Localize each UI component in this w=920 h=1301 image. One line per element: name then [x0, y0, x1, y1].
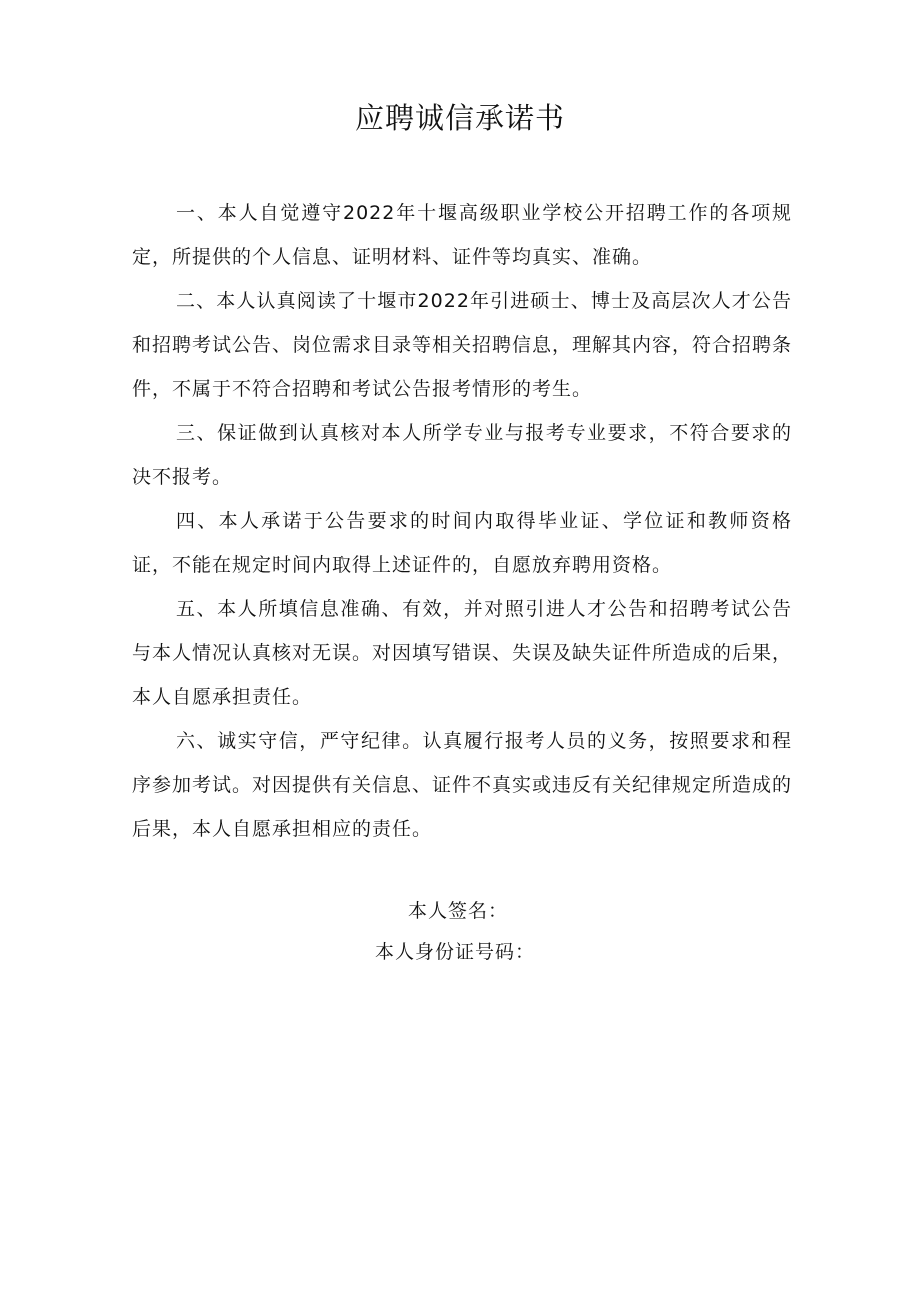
clause-5: 五、本人所填信息准确、有效，并对照引进人才公告和招聘考试公告与本人情况认真核对无误。对因填写错误、失误及缺失证件所造成的后果，本人自愿承担责任。 — [132, 598, 793, 708]
clause-4: 四、本人承诺于公告要求的时间内取得毕业证、学位证和教师资格证，不能在规定时间内取得上述证件的，自愿放弃聘用资格。 — [132, 510, 792, 576]
signature-label: 本人签名： — [408, 900, 509, 922]
clause-3: 三、保证做到认真核对本人所学专业与报考专业要求，不符合要求的决不报考。 — [132, 422, 792, 488]
clause-2: 二、本人认真阅读了十堰市2022年引进硕士、博士及高层次人才公告和招聘考试公告、岗位需求目录等相关招聘信息，理解其内容，符合招聘条件，不属于不符合招聘和考试公告报考情形的考生。 — [132, 290, 793, 400]
id-number-label: 本人身份证号码： — [375, 941, 536, 963]
clause-1: 一、本人自觉遵守2022年十堰高级职业学校公开招聘工作的各项规定，所提供的个人信息、证明材料、证件等均真实、准确。 — [132, 202, 792, 268]
clause-6: 六、诚实守信，严守纪律。认真履行报考人员的义务，按照要求和程序参加考试。对因提供有关信息、证件不真实或违反有关纪律规定所造成的后果，本人自愿承担相应的责任。 — [132, 730, 793, 840]
document-body — [132, 191, 792, 851]
document-title: 应聘诚信承诺书 — [354, 101, 565, 135]
